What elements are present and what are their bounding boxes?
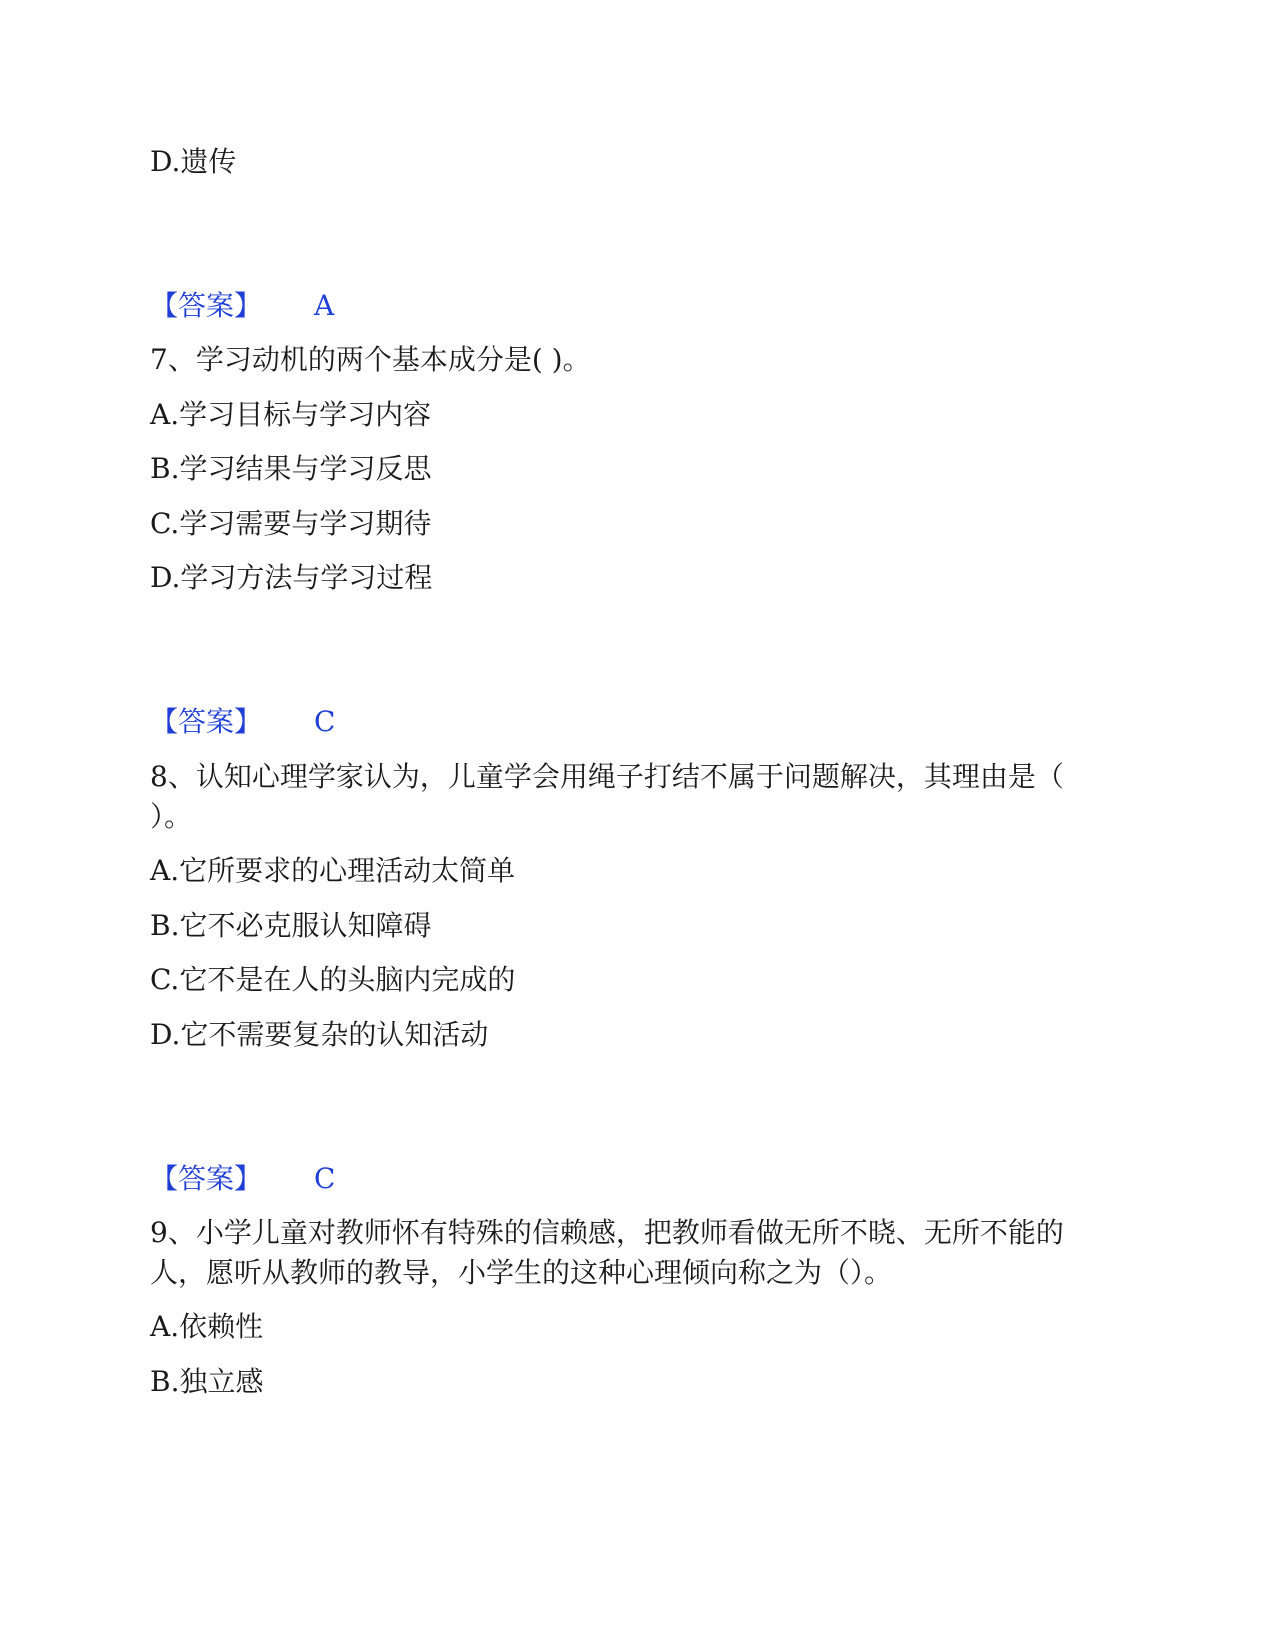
q6-answer-label: 【答案】 xyxy=(150,289,263,322)
q6-answer-value: A xyxy=(314,289,335,322)
q8-question-line1: 8、认知心理学家认为，儿童学会用绳子打结不属于问题解决，其理由是（ xyxy=(150,760,1064,793)
q7-option-c: C.学习需要与学习期待 xyxy=(150,507,432,540)
q9-option-b: B.独立感 xyxy=(150,1365,264,1398)
q8-answer-value: C xyxy=(314,1162,336,1195)
q7-option-d: D.学习方法与学习过程 xyxy=(150,561,433,594)
q7-answer-row xyxy=(150,702,335,742)
q8-option-c: C.它不是在人的头脑内完成的 xyxy=(150,963,516,996)
q6-answer-row xyxy=(150,286,334,326)
q8-option-b: B.它不必克服认知障碍 xyxy=(150,909,432,942)
q9-question-line2: 人，愿听从教师的教导，小学生的这种心理倾向称之为（）。 xyxy=(150,1256,893,1289)
q7-question: 7、学习动机的两个基本成分是( )。 xyxy=(150,343,591,376)
q7-answer-label: 【答案】 xyxy=(150,705,263,738)
q7-option-b: B.学习结果与学习反思 xyxy=(150,452,432,485)
q9-question-line1: 9、小学儿童对教师怀有特殊的信赖感，把教师看做无所不晓、无所不能的 xyxy=(150,1216,1064,1249)
q8-question-line2: ）。 xyxy=(150,800,193,833)
q8-answer-label: 【答案】 xyxy=(150,1162,263,1195)
q8-answer-row xyxy=(150,1159,335,1199)
q8-option-a: A.它所要求的心理活动太简单 xyxy=(150,854,516,887)
q8-option-d: D.它不需要复杂的认知活动 xyxy=(150,1018,489,1051)
q9-option-a: A.依赖性 xyxy=(150,1310,264,1343)
q7-option-a: A.学习目标与学习内容 xyxy=(150,398,432,431)
q7-answer-value: C xyxy=(314,705,336,738)
q6-option-d: D.遗传 xyxy=(150,145,237,178)
